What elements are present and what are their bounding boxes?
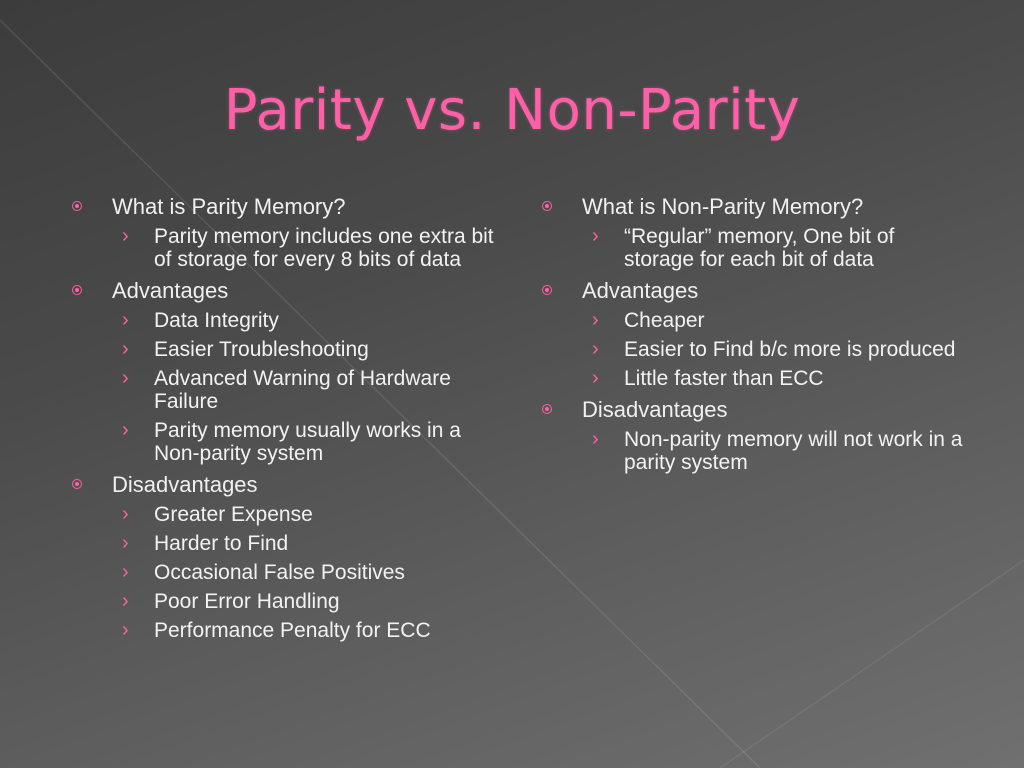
chevron-right-icon: › [122,225,129,247]
list-item [68,532,498,555]
circle-bullet-icon [542,285,552,295]
non-parity-column [538,195,968,474]
parity-disadvantage: Performance Penalty for ECC [154,619,431,642]
list-item [538,309,968,332]
chevron-right-icon: › [122,619,129,641]
chevron-right-icon: › [592,428,599,450]
list-item [538,225,968,271]
parity-advantage: Advanced Warning of Hardware Failure [154,367,451,413]
slide-title: Parity vs. Non-Parity [223,78,801,143]
chevron-right-icon: › [592,367,599,389]
non-parity-question: What is Non-Parity Memory? [582,194,864,219]
circle-bullet-icon [542,404,552,414]
parity-definition: Parity memory includes one extra bit of storage for every 8 bits of data [154,225,494,271]
parity-column [68,195,498,642]
parity-advantage: Easier Troubleshooting [154,338,369,361]
non-parity-disadvantage: Non-parity memory will not work in a parity system [624,428,963,474]
parity-advantage: Parity memory usually works in a Non-parity system [154,419,461,465]
list-item [538,195,968,219]
circle-bullet-icon [542,201,552,211]
circle-bullet-icon [72,479,82,489]
parity-advantage: Data Integrity [154,309,279,332]
chevron-right-icon: › [122,419,129,441]
list-item [68,309,498,332]
parity-question: What is Parity Memory? [112,194,346,219]
list-item [68,503,498,526]
list-item [538,367,968,390]
non-parity-advantage: Easier to Find b/c more is produced [624,338,956,361]
parity-disadvantage: Occasional False Positives [154,561,405,584]
chevron-right-icon: › [122,309,129,331]
chevron-right-icon: › [592,338,599,360]
parity-disadvantage: Greater Expense [154,503,313,526]
chevron-right-icon: › [592,225,599,247]
chevron-right-icon: › [122,561,129,583]
parity-disadvantages-heading: Disadvantages [112,472,258,497]
list-item [68,419,498,465]
list-item [68,561,498,584]
list-item [68,279,498,303]
non-parity-advantage: Little faster than ECC [624,367,824,390]
parity-disadvantage: Harder to Find [154,532,289,555]
chevron-right-icon: › [122,532,129,554]
chevron-right-icon: › [592,309,599,331]
non-parity-disadvantages-heading: Disadvantages [582,397,728,422]
non-parity-advantages-heading: Advantages [582,278,699,303]
list-item [68,338,498,361]
list-item [538,338,968,361]
list-item [68,590,498,613]
chevron-right-icon: › [122,367,129,389]
list-item [538,428,968,474]
circle-bullet-icon [72,285,82,295]
non-parity-advantage: Cheaper [624,309,705,332]
list-item [538,279,968,303]
parity-advantages-heading: Advantages [112,278,229,303]
parity-disadvantage: Poor Error Handling [154,590,340,613]
non-parity-definition: “Regular” memory, One bit of storage for each bit of data [624,225,895,271]
circle-bullet-icon [72,201,82,211]
chevron-right-icon: › [122,590,129,612]
list-item [68,225,498,271]
list-item [68,619,498,642]
list-item [68,473,498,497]
list-item [538,398,968,422]
list-item [68,195,498,219]
chevron-right-icon: › [122,338,129,360]
chevron-right-icon: › [122,503,129,525]
list-item [68,367,498,413]
